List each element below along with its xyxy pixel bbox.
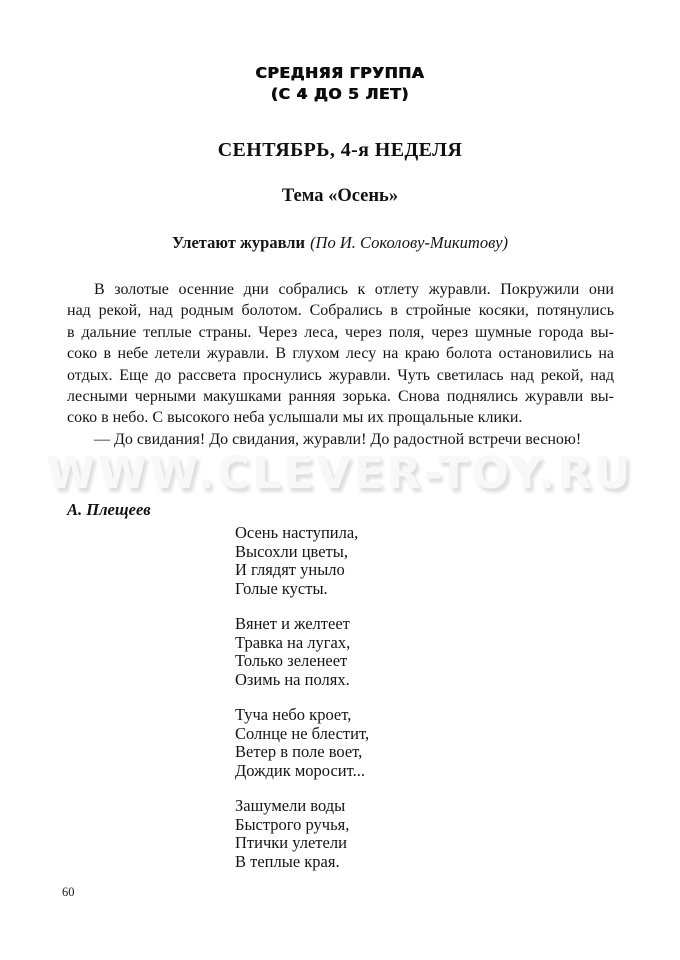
poem-stanza xyxy=(235,797,369,871)
poem-author: А. Плещеев xyxy=(67,500,151,519)
poem-stanza xyxy=(235,524,369,598)
poem-line: В теплые края. xyxy=(235,851,340,871)
poem-line: Вянет и желтеет xyxy=(235,614,350,633)
story-text xyxy=(67,279,614,450)
poem-line: Осень наступила, xyxy=(235,523,359,542)
poem-line: Озимь на полях. xyxy=(235,669,350,689)
story-line: В золотые осенние дни собрались к отлету журавли. Покружили они xyxy=(94,281,614,298)
poem-line: Быстрого ручья, xyxy=(235,814,350,834)
poem-line: Зашумели воды xyxy=(235,796,346,815)
story-line: над рекой, над родным болотом. Собрались в стройные косяки, потянулись xyxy=(67,302,614,320)
story-line: — До свидания! До свидания, журавли! До радостной встречи весною! xyxy=(94,430,582,448)
group-age-range: (С 4 ДО 5 ЛЕТ) xyxy=(270,85,410,103)
page-number: 60 xyxy=(62,885,75,899)
watermark: WWW.CLEVER-TOY.RU xyxy=(46,448,634,499)
story-title: Улетают журавли xyxy=(171,233,306,252)
poem-line: Голые кусты. xyxy=(235,578,328,598)
poem-stanza xyxy=(235,706,369,780)
story-line: отдых. Еще до рассвета проснулись журавли. Чуть светилась над рекой, над xyxy=(67,366,614,384)
poem-line: Высохли цветы, xyxy=(235,541,348,561)
poem-line: Ветер в поле воет, xyxy=(235,742,363,761)
group-title: СРЕДНЯЯ ГРУППА xyxy=(255,64,425,82)
story-line: соко в небо. С высокого неба услышали мы их прощальные клики. xyxy=(67,409,523,427)
story-line: соко в небе летели журавли. В глухом лесу на краю болота остановились на xyxy=(67,345,614,363)
story-line: лесными черными макушками ранняя зорька. Снова поднялись журавли вы- xyxy=(67,388,614,406)
poem-line: Дождик моросит... xyxy=(235,760,365,780)
poem-line: Травка на лугах, xyxy=(235,632,351,652)
poem xyxy=(235,524,369,888)
section-header xyxy=(0,63,680,105)
story-heading xyxy=(0,233,680,253)
poem-line: Только зеленеет xyxy=(235,651,348,670)
poem-line: Птички улетели xyxy=(235,833,347,852)
theme-title: Тема «Осень» xyxy=(281,186,399,206)
story-line: в дальние теплые страны. Через леса, через поля, через шумные города вы- xyxy=(67,323,614,341)
story-attribution: (По И. Соколову-Микитову) xyxy=(310,233,509,252)
poem-line: И глядят уныло xyxy=(235,560,345,579)
week-title: СЕНТЯБРЬ, 4-я НЕДЕЛЯ xyxy=(217,139,463,161)
poem-line: Туча небо кроет, xyxy=(235,705,352,724)
poem-line: Солнце не блестит, xyxy=(235,723,370,743)
poem-stanza xyxy=(235,615,369,689)
